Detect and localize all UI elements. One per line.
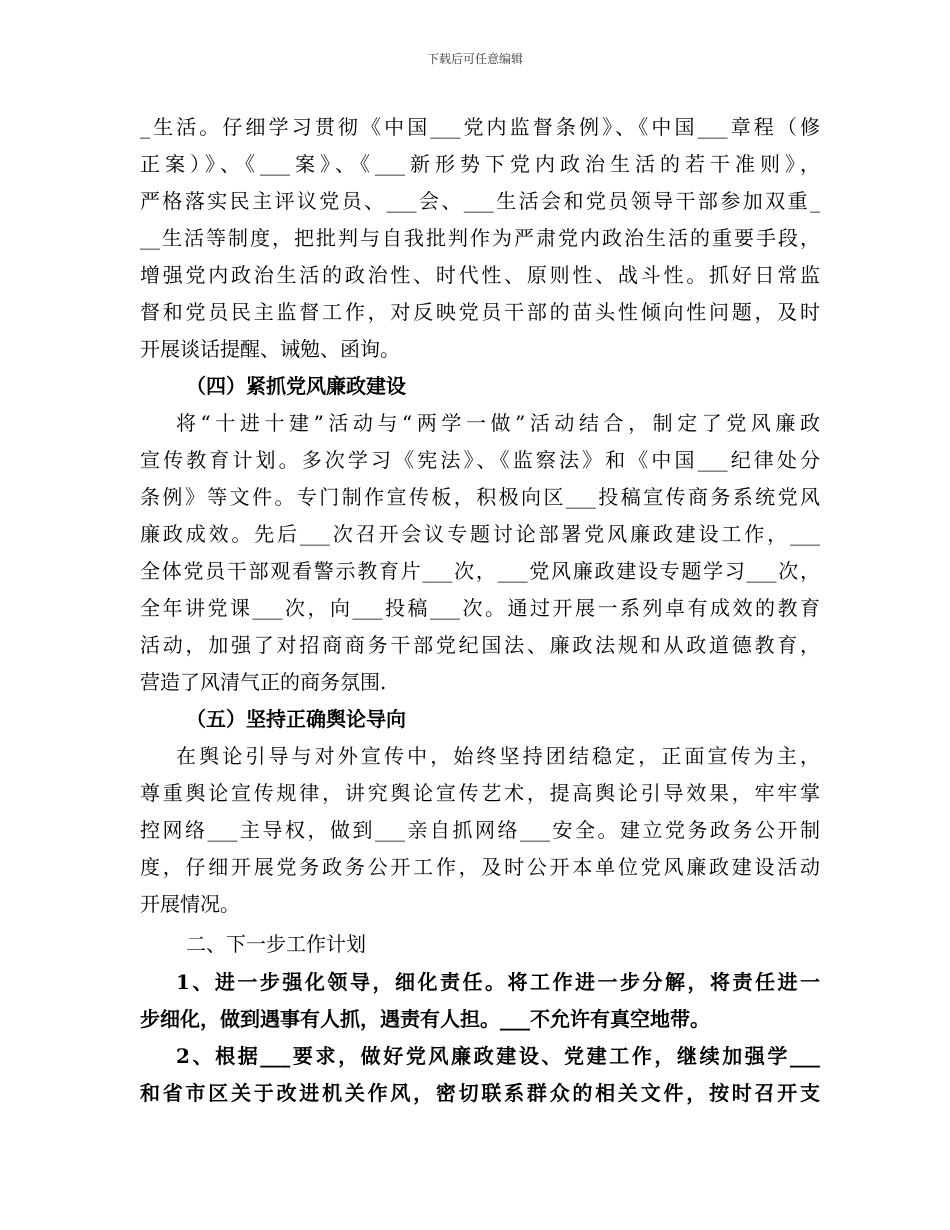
section-heading-5: （五）坚持正确舆论导向	[186, 707, 406, 731]
paragraph-line: 在舆论引导与对外宣传中，始终坚持团结稳定，正面宣传为主，	[176, 744, 820, 768]
paragraph-line: 活动，加强了对招商商务干部党纪国法、廉政法规和从政道德教育，	[140, 633, 820, 657]
plan-item-2-line: 和省市区关于改进机关作风，密切联系群众的相关文件，按时召开支	[140, 1081, 820, 1105]
paragraph-line: 营造了风清气正的商务氛围.	[140, 670, 387, 694]
paragraph-line: 开展谈话提醒、诫勉、函询。	[140, 337, 400, 361]
paragraph-line: 增强党内政治生活的政治性、时代性、原则性、战斗性。抓好日常监	[140, 263, 820, 287]
paragraph-line: __生活等制度，把批判与自我批判作为严肃党内政治生活的重要手段，	[140, 226, 820, 250]
paragraph-line: 度，仔细开展党务政务公开工作，及时公开本单位党风廉政建设活动	[140, 855, 820, 879]
plan-item-1-line: 1、进一步强化领导，细化责任。将工作进一步分解，将责任进一	[176, 970, 820, 994]
section-heading-2: 二、下一步工作计划	[186, 932, 366, 956]
paragraph-line: 尊重舆论宣传规律，讲究舆论宣传艺术，提高舆论引导效果，牢牢掌	[140, 781, 820, 805]
page-header: 下载后可任意编辑	[426, 52, 523, 66]
paragraph-line: 开展情况。	[140, 892, 240, 916]
paragraph-line: 廉政成效。先后___次召开会议专题讨论部署党风廉政建设工作，___	[140, 522, 820, 546]
paragraph-line: 全年讲党课___次，向___投稿___次。通过开展一系列卓有成效的教育	[140, 596, 820, 620]
paragraph-line: _生活。仔细学习贯彻《中国___党内监督条例》、《中国___章程（修	[140, 115, 820, 139]
paragraph-line: 全体党员干部观看警示教育片___次，___党风廉政建设专题学习___次，	[140, 559, 820, 583]
plan-item-1-line: 步细化，做到遇事有人抓，遇责有人担。___不允许有真空地带。	[140, 1007, 710, 1031]
paragraph-line: 严格落实民主评议党员、___会、___生活会和党员领导干部参加双重_	[140, 189, 820, 213]
plan-item-2-line: 2、根据___要求，做好党风廉政建设、党建工作，继续加强学___	[176, 1044, 820, 1068]
paragraph-line: 宣传教育计划。多次学习《宪法》、《监察法》和《中国___纪律处分	[140, 448, 820, 472]
paragraph-line: 督和党员民主监督工作，对反映党员干部的苗头性倾向性问题，及时	[140, 300, 820, 324]
paragraph-line: 正案）》、《___案》、《___新形势下党内政治生活的若干准则》，	[140, 152, 820, 176]
paragraph-line: 将“十进十建”活动与“两学一做”活动结合，制定了党风廉政	[176, 411, 820, 435]
section-heading-4: （四）紧抓党风廉政建设	[186, 374, 406, 398]
paragraph-line: 条例》等文件。专门制作宣传板，积极向区___投稿宣传商务系统党风	[140, 485, 820, 509]
paragraph-line: 控网络___主导权，做到___亲自抓网络___安全。建立党务政务公开制	[140, 818, 820, 842]
